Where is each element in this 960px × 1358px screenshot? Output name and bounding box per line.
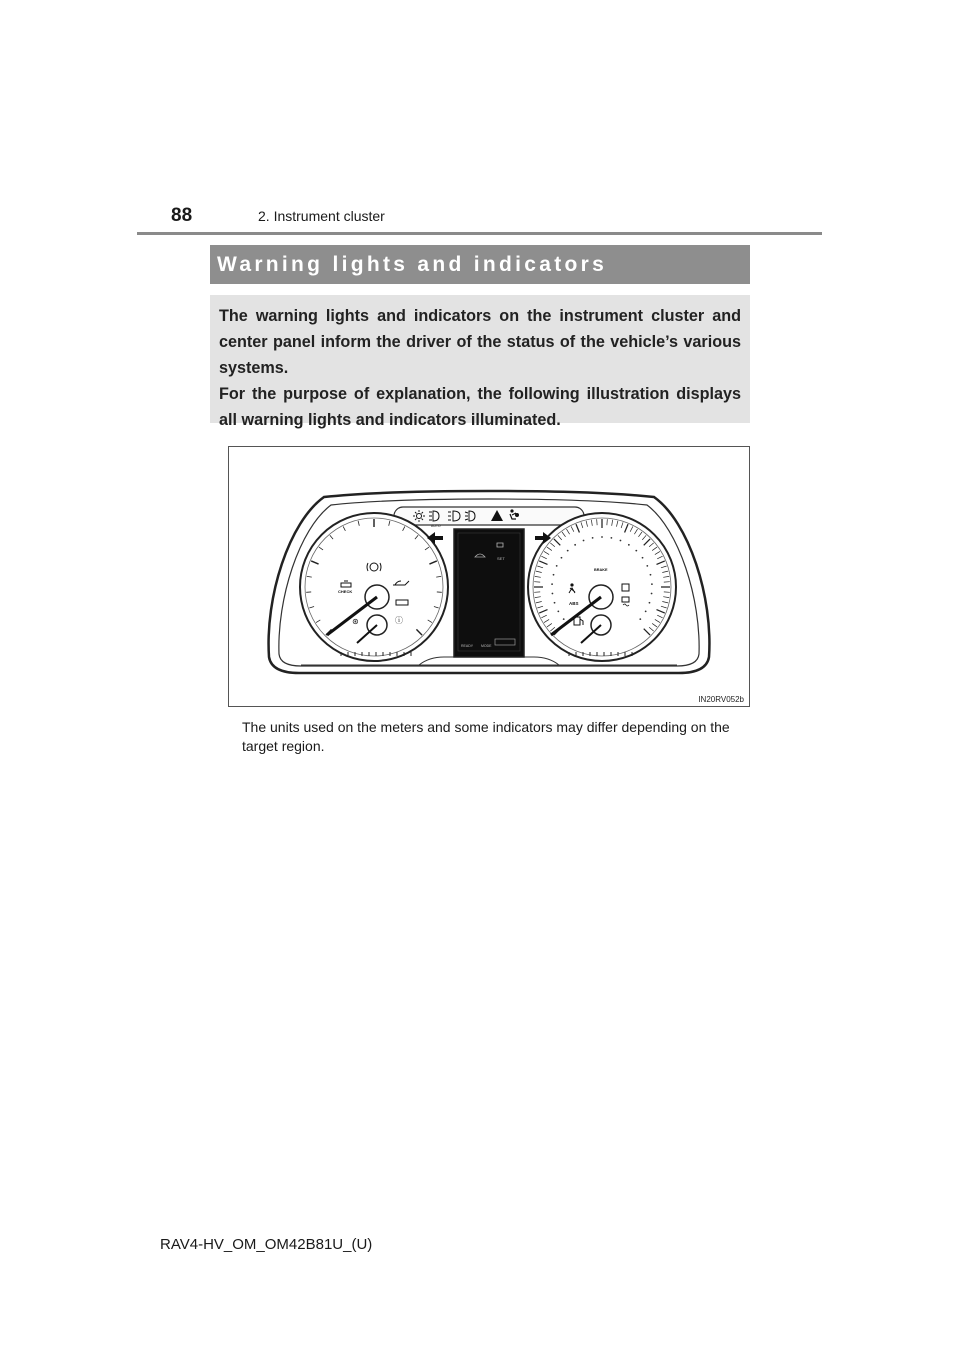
gauge-dot	[553, 574, 555, 576]
page-number: 88	[171, 205, 193, 226]
gauge-dot	[620, 540, 622, 542]
gauge-dot	[561, 557, 563, 559]
intro-paragraph: The warning lights and indicators on the instrument cluster and center panel inform the driver of the status of the vehicle’s various systems.	[219, 307, 741, 377]
gauge-dot	[651, 583, 653, 585]
center-display	[454, 529, 524, 657]
gauge-dot	[610, 537, 612, 539]
gauge-dot	[649, 602, 651, 604]
gauge-dot	[642, 557, 644, 559]
abs-label: ABS	[569, 601, 579, 606]
gauge-dot	[645, 610, 647, 612]
footer-code: RAV4-HV_OM_OM42B81U_(U)	[160, 1236, 373, 1253]
figure-note: The units used on the meters and some indicators may differ depending on the target region.	[242, 719, 730, 754]
intro-paragraph: For the purpose of explanation, the following illustration displays all warning lights and indicators illuminated.	[219, 385, 741, 429]
gauge-dot	[635, 550, 637, 552]
auto-label: AUTO	[431, 524, 441, 528]
header-rule	[137, 232, 822, 235]
center-base-bump	[419, 657, 559, 665]
coolant-icon: ⊛	[352, 617, 359, 626]
instrument-cluster-figure	[228, 446, 750, 707]
gauge-dot	[639, 618, 641, 620]
check-label: CHECK	[338, 589, 353, 594]
gauge-dot	[628, 544, 630, 546]
gauge-dot	[592, 537, 594, 539]
tire-pressure-icon: ⓘ	[395, 616, 403, 625]
gauge-dot	[552, 593, 554, 595]
ready-label: READY	[461, 644, 474, 648]
gauge-dot	[650, 574, 652, 576]
instrument-cluster-illustration	[229, 447, 749, 706]
gauge-dot	[551, 583, 553, 585]
gauge-dot	[554, 602, 556, 604]
figure-code: IN20RV052b	[698, 695, 744, 704]
gauge-dot	[651, 593, 653, 595]
gauge-dot	[567, 550, 569, 552]
gauge-dot	[563, 618, 565, 620]
gauge-dot	[556, 565, 558, 567]
section-title: 2. Instrument cluster	[258, 208, 385, 224]
gauge-dot	[583, 540, 585, 542]
brake-label: BRAKE	[594, 568, 608, 572]
gauge-dot	[574, 544, 576, 546]
gauge-dot	[601, 536, 603, 538]
top-indicator-strip	[394, 507, 584, 525]
left-gauge	[300, 513, 448, 661]
gauge-dot	[646, 565, 648, 567]
mode-label: MODE	[481, 644, 492, 648]
heading-bar: Warning lights and indicators	[210, 245, 750, 284]
set-label: SET	[497, 556, 505, 561]
gauge-dot	[557, 610, 559, 612]
right-gauge	[528, 513, 676, 661]
intro-box	[210, 295, 750, 429]
